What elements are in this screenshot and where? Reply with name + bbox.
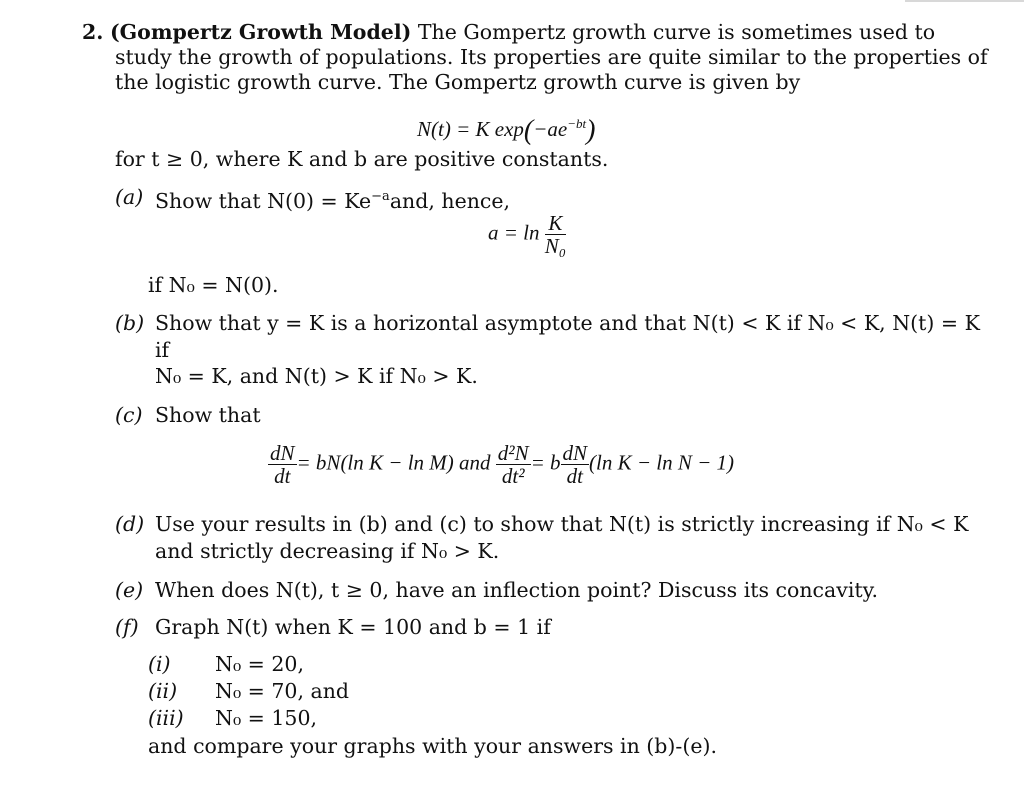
part-d-label: (d) xyxy=(115,512,145,536)
part-f-item-i-label: (i) xyxy=(148,652,171,676)
part-a-text: Show that $N(0) = Ke^{-a}and$, hence, xyxy=(155,188,511,213)
formula-lhs: a = ln xyxy=(488,220,540,245)
problem-number: 2. xyxy=(82,20,104,44)
part-b-line-3: N₀ = K, and N(t) > K if N₀ > K. xyxy=(155,364,478,388)
condition-text: for t ≥ 0, where K and b are positive constants. xyxy=(115,147,609,171)
part-d-line-1: Use your results in (b) and (c) to show that N(t) is strictly increasing if N₀ < K xyxy=(155,512,969,536)
eq1-rhs: = bN(ln K − ln M) and xyxy=(296,450,491,475)
part-f-item-i-text: N₀ = 20, xyxy=(215,652,304,676)
gompertz-equation: N(t) = K $\exp(-ae^{-bt})$ xyxy=(417,115,596,147)
problem-header xyxy=(82,20,935,44)
part-c-text: Show that xyxy=(155,403,261,427)
dn-dt-fraction: $\frac{dN}{dt}$ xyxy=(270,441,295,488)
part-e-label: (e) xyxy=(115,578,144,602)
part-b-label: (b) xyxy=(115,311,145,335)
part-a-label: (a) xyxy=(115,185,144,209)
part-e-text: When does N(t), t ≥ 0, have an inflection point? Discuss its concavity. xyxy=(155,578,879,602)
part-a-note: if N₀ = N(0). xyxy=(148,273,279,297)
part-b-line-2: if xyxy=(155,338,170,362)
dn-dt-fraction-2: $\frac{dN}{dt}$ xyxy=(562,441,588,488)
intro-line-2: study the growth of populations. Its properties are quite similar to the properties of xyxy=(115,45,988,69)
part-c-label: (c) xyxy=(115,403,143,427)
equation-inner: −ae xyxy=(533,117,568,141)
part-f-closing: and compare your graphs with your answers in (b)-(e). xyxy=(148,734,717,758)
part-f-item-ii-text: N₀ = 70, and xyxy=(215,679,350,703)
part-f-label: (f) xyxy=(115,615,139,639)
part-f-item-ii-label: (ii) xyxy=(148,679,178,703)
part-c-equations xyxy=(268,442,734,487)
d2n-dt2-fraction: $\frac{\text{d²N}}{\text{dt²}}$ xyxy=(497,441,529,488)
top-border-line xyxy=(905,0,1024,2)
intro-line-3: the logistic growth curve. The Gompertz growth curve is given by xyxy=(115,70,801,94)
part-d-line-2: and strictly decreasing if N₀ > K. xyxy=(155,539,500,563)
problem-title: (Gompertz Growth Model) xyxy=(109,20,412,44)
eq2-rhs: (ln K − ln N − 1) xyxy=(589,450,735,475)
part-f-item-iii-label: (iii) xyxy=(148,706,184,730)
formula-fraction: $\frac{K}{\text{N₀}}$ xyxy=(544,211,567,258)
part-b-line-1: Show that y = K is a horizontal asymptote and that N(t) < K if N₀ < K, N(t) = K xyxy=(155,311,980,335)
part-a-formula xyxy=(488,212,566,257)
part-f-text: Graph N(t) when K = 100 and b = 1 if xyxy=(155,615,551,639)
intro-line-1: The Gompertz growth curve is sometimes used to xyxy=(417,20,936,44)
equation-lhs: N(t) = K exp xyxy=(417,117,524,141)
equation-exponent: −bt xyxy=(567,116,587,131)
eq2-mid: = b xyxy=(530,450,561,475)
part-f-item-iii-text: N₀ = 150, xyxy=(215,706,318,730)
